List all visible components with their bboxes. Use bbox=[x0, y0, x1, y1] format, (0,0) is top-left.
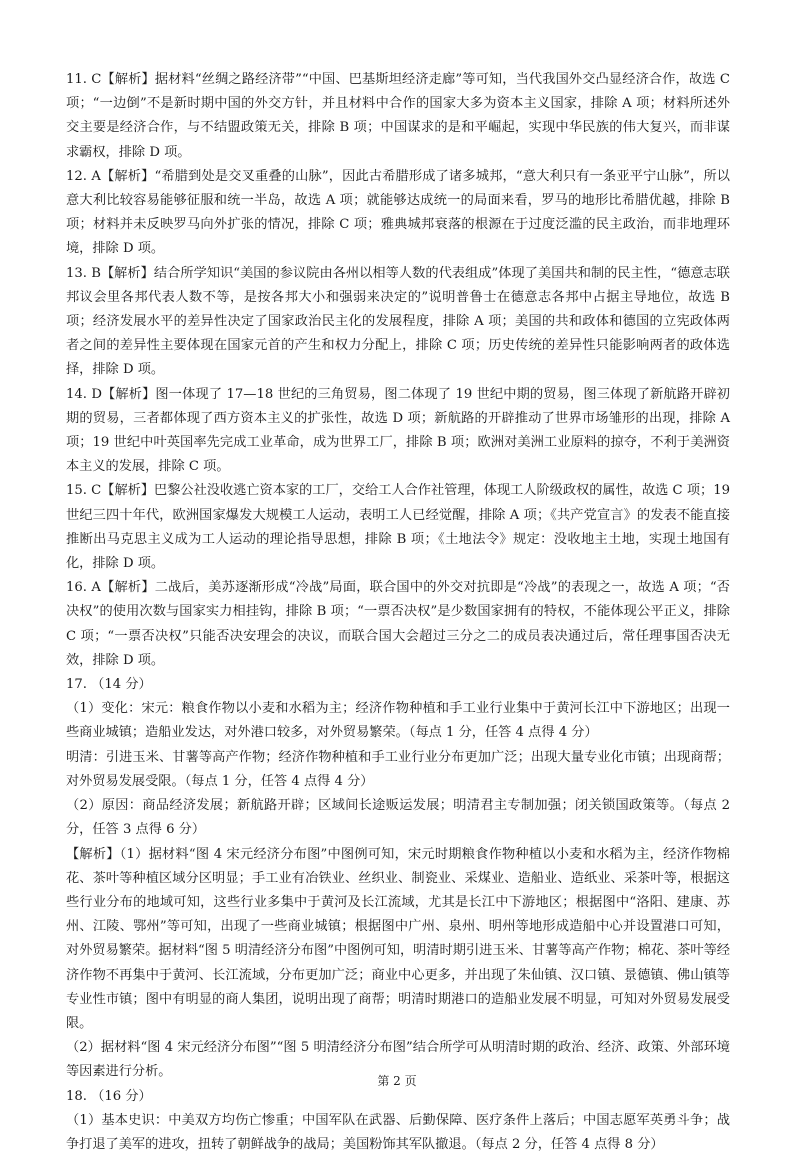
answer-12: 12. A【解析】“希腊到处是交叉重叠的山脉”，因此古希腊形成了诸多城邦，“意大利只有一条亚平宁山脉”，所以意大利比较容易能够征服和统一半岛，故选 A 项；就能够达成统一的局面来看，罗马的地形比希腊优越，排除 B 项；材料并未反映罗马向外扩张的情况，排除 C 项；雅典城邦衰落的根源在于过度泛滥的民主政治，而非地理环境，排除 D 项。 bbox=[66, 168, 730, 257]
answer-17-part1-ming-qing: 明清：引进玉米、甘薯等高产作物；经济作物种植和手工业行业分布更加广泛；出现大量专业化市镇；出现商帮；对外贸易发展受限。（每点 1 分，任答 4 点得 4 分） bbox=[66, 749, 730, 789]
answer-17-part1-song-yuan: （1）变化：宋元：粮食作物以小麦和水稻为主；经济作物种植和手工业行业集中于黄河长江中下游地区；出现一些商业城镇；造船业发达，对外港口较多，对外贸易繁荣。（每点 1 分，任答 4 点得 4 分） bbox=[66, 701, 730, 741]
answer-13: 13. B【解析】结合所学知识“美国的参议院由各州以相等人数的代表组成”体现了美国共和制的民主性，“德意志联邦议会里各邦代表人数不等，是按各邦大小和强弱来决定的”说明普鲁士在德意志各邦中占据主导地位，故选 B 项；经济发展水平的差异性决定了国家政治民主化的发展程度，排除 A 项；美国的共和政体和德国的立宪政体两者之间的差异性主要体现在国家元首的产生和权力分配上，排除 C 项；历史传统的差异性只能影响两者的政体选择，排除 D 项。 bbox=[66, 265, 730, 378]
analysis-17-part1: 【解析】（1）据材料“图 4 宋元经济分布图”中图例可知，宋元时期粮食作物种植以小麦和水稻为主，经济作物棉花、茶叶等种植区域分区明显；手工业有冶铁业、丝织业、制瓷业、采煤业、造船业、造纸业、采茶叶等，根据这些行业分布的地域可知，这些行业多集中于黄河及长江流域，尤其是长江中下游地区；根据图中“洛阳、建康、苏州、江陵、鄂州”等可知，出现了一些商业城镇；根据图中广州、泉州、明州等地形成造船中心并设置港口可知，对外贸易繁荣。据材料“图 5 明清经济分布图”中图例可知，明清时期引进玉米、甘薯等高产作物；棉花、茶叶等经济作物不再集中于黄河、长江流域，分布更加广泛；商业中心更多，并出现了朱仙镇、汉口镇、景德镇、佛山镇等专业性市镇；图中有明显的商人集团，说明出现了商帮；明清时期港口的造船业发展不明显，可知对外贸易发展受限。 bbox=[66, 846, 730, 1031]
answer-14: 14. D【解析】图一体现了 17—18 世纪的三角贸易，图二体现了 19 世纪中期的贸易，图三体现了新航路开辟初期的贸易，三者都体现了西方资本主义的扩张性，故选 D 项；新航路的开辟推动了世界市场雏形的出现，排除 A 项；19 世纪中叶英国率先完成工业革命，成为世界工厂，排除 B 项；欧洲对美洲工业原料的掠夺，不利于美洲资本主义的发展，排除 C 项。 bbox=[66, 386, 730, 475]
answer-17-part2: （2）原因：商品经济发展；新航路开辟；区域间长途贩运发展；明清君主专制加强；闭关锁国政策等。（每点 2 分，任答 3 点得 6 分） bbox=[66, 798, 730, 838]
question-18-heading: 18. （16 分） bbox=[66, 1088, 152, 1104]
answer-18-part1: （1）基本史识：中美双方均伤亡惨重；中国军队在武器、后勤保障、医疗条件上落后；中国志愿军英勇斗争；战争打退了美军的进攻，扭转了朝鲜战争的战局；美国粉饰其军队撤退。（每点 2 分，任答 4 点得 8 分） bbox=[66, 1112, 730, 1152]
question-17-heading: 17. （14 分） bbox=[66, 677, 152, 693]
analysis-17-part2: （2）据材料“图 4 宋元经济分布图”“图 5 明清经济分布图”结合所学可从明清时期的政治、经济、政策、外部环境等因素进行分析。 bbox=[66, 1040, 730, 1080]
answer-16: 16. A【解析】二战后，美苏逐渐形成“冷战”局面，联合国中的外交对抗即是“冷战”的表现之一，故选 A 项；“否决权”的使用次数与国家实力相挂钩，排除 B 项；“一票否决权”是少数国家拥有的特权，不能体现公平正义，排除 C 项；“一票否决权”只能否决安理会的决议，而联合国大会超过三分之二的成员表决通过后，常任理事国否决无效，排除 D 项。 bbox=[66, 580, 730, 668]
page-number: 第 2 页 bbox=[377, 1074, 417, 1088]
answer-15: 15. C【解析】巴黎公社没收逃亡资本家的工厂，交给工人合作社管理，体现工人阶级政权的属性，故选 C 项；19 世纪三四十年代，欧洲国家爆发大规模工人运动，表明工人已经觉醒，排除 A 项；《共产党宣言》的发表不能直接推断出马克思主义成为工人运动的理论指导思想，排除 B 项；《土地法令》规定：没收地主土地，实现土地国有化，排除 D 项。 bbox=[66, 483, 730, 572]
answer-content bbox=[66, 68, 730, 1157]
answer-11: 11. C【解析】据材料“丝绸之路经济带”“中国、巴基斯坦经济走廊”等可知，当代我国外交凸显经济合作，故选 C 项；“一边倒”不是新时期中国的外交方针，并且材料中合作的国家大多为资本主义国家，排除 A 项；材料所述外交主要是经济合作，与不结盟政策无关，排除 B 项；中国谋求的是和平崛起，实现中华民族的伟大复兴，而非谋求霸权，排除 D 项。 bbox=[66, 72, 730, 160]
